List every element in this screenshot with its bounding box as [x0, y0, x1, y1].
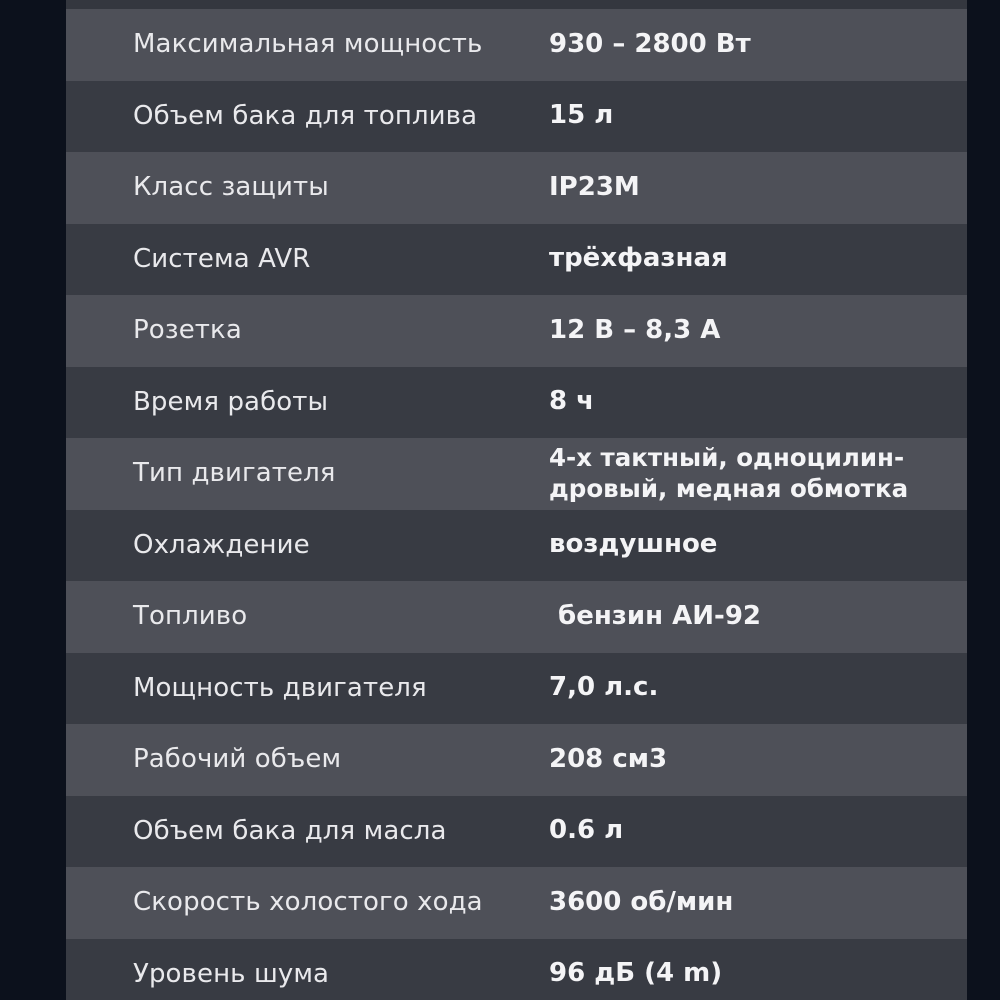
spec-label: Объем бака для масла	[133, 815, 447, 846]
spec-label: Объем бака для топлива	[133, 100, 478, 131]
spec-value: 7,0 л.с.	[549, 672, 659, 703]
spec-label: Тип двигателя	[133, 458, 336, 488]
spec-label: Мощность двигателя	[133, 672, 427, 703]
table-row	[66, 724, 967, 796]
spec-rows	[66, 9, 967, 1000]
spec-label: Максимальная мощность	[133, 29, 483, 59]
spec-label: Время работы	[133, 386, 329, 417]
table-row	[66, 152, 967, 224]
spec-label: Система AVR	[133, 243, 311, 274]
spec-value: 930 – 2800 Вт	[549, 28, 751, 59]
table-row	[66, 224, 967, 296]
table-row	[66, 939, 967, 1000]
spec-value: 8 ч	[549, 386, 594, 417]
spec-value: IP23M	[549, 171, 640, 202]
table-row	[66, 581, 967, 653]
spec-label: Розетка	[133, 315, 242, 345]
spec-value: 4-х тактный, одноцилин- дровый, медная обмотка	[549, 443, 909, 503]
spec-value: 208 см3	[549, 743, 668, 774]
spec-value: трёхфазная	[549, 243, 728, 274]
spec-label: Скорость холостого хода	[133, 887, 483, 917]
spec-value: 96 дБ (4 m)	[549, 958, 723, 989]
spec-label: Охлаждение	[133, 529, 310, 560]
spec-label: Рабочий объем	[133, 744, 342, 774]
table-row	[66, 367, 967, 439]
spec-table	[66, 0, 967, 1000]
spec-value: 12 В – 8,3 А	[549, 314, 721, 345]
table-row	[66, 510, 967, 582]
spec-label: Уровень шума	[133, 958, 330, 989]
spec-value: 0.6 л	[549, 815, 624, 846]
spec-value: бензин АИ-92	[549, 600, 761, 631]
table-row	[66, 81, 967, 153]
spec-value: 15 л	[549, 100, 614, 131]
table-row	[66, 295, 967, 367]
spec-value: 3600 об/мин	[549, 886, 734, 917]
table-row	[66, 867, 967, 939]
table-row	[66, 796, 967, 868]
table-top-edge	[66, 0, 967, 9]
spec-label: Класс защиты	[133, 172, 329, 202]
table-row	[66, 9, 967, 81]
spec-value: воздушное	[549, 529, 718, 560]
spec-label: Топливо	[133, 601, 248, 631]
table-row	[66, 653, 967, 725]
table-row	[66, 438, 967, 510]
